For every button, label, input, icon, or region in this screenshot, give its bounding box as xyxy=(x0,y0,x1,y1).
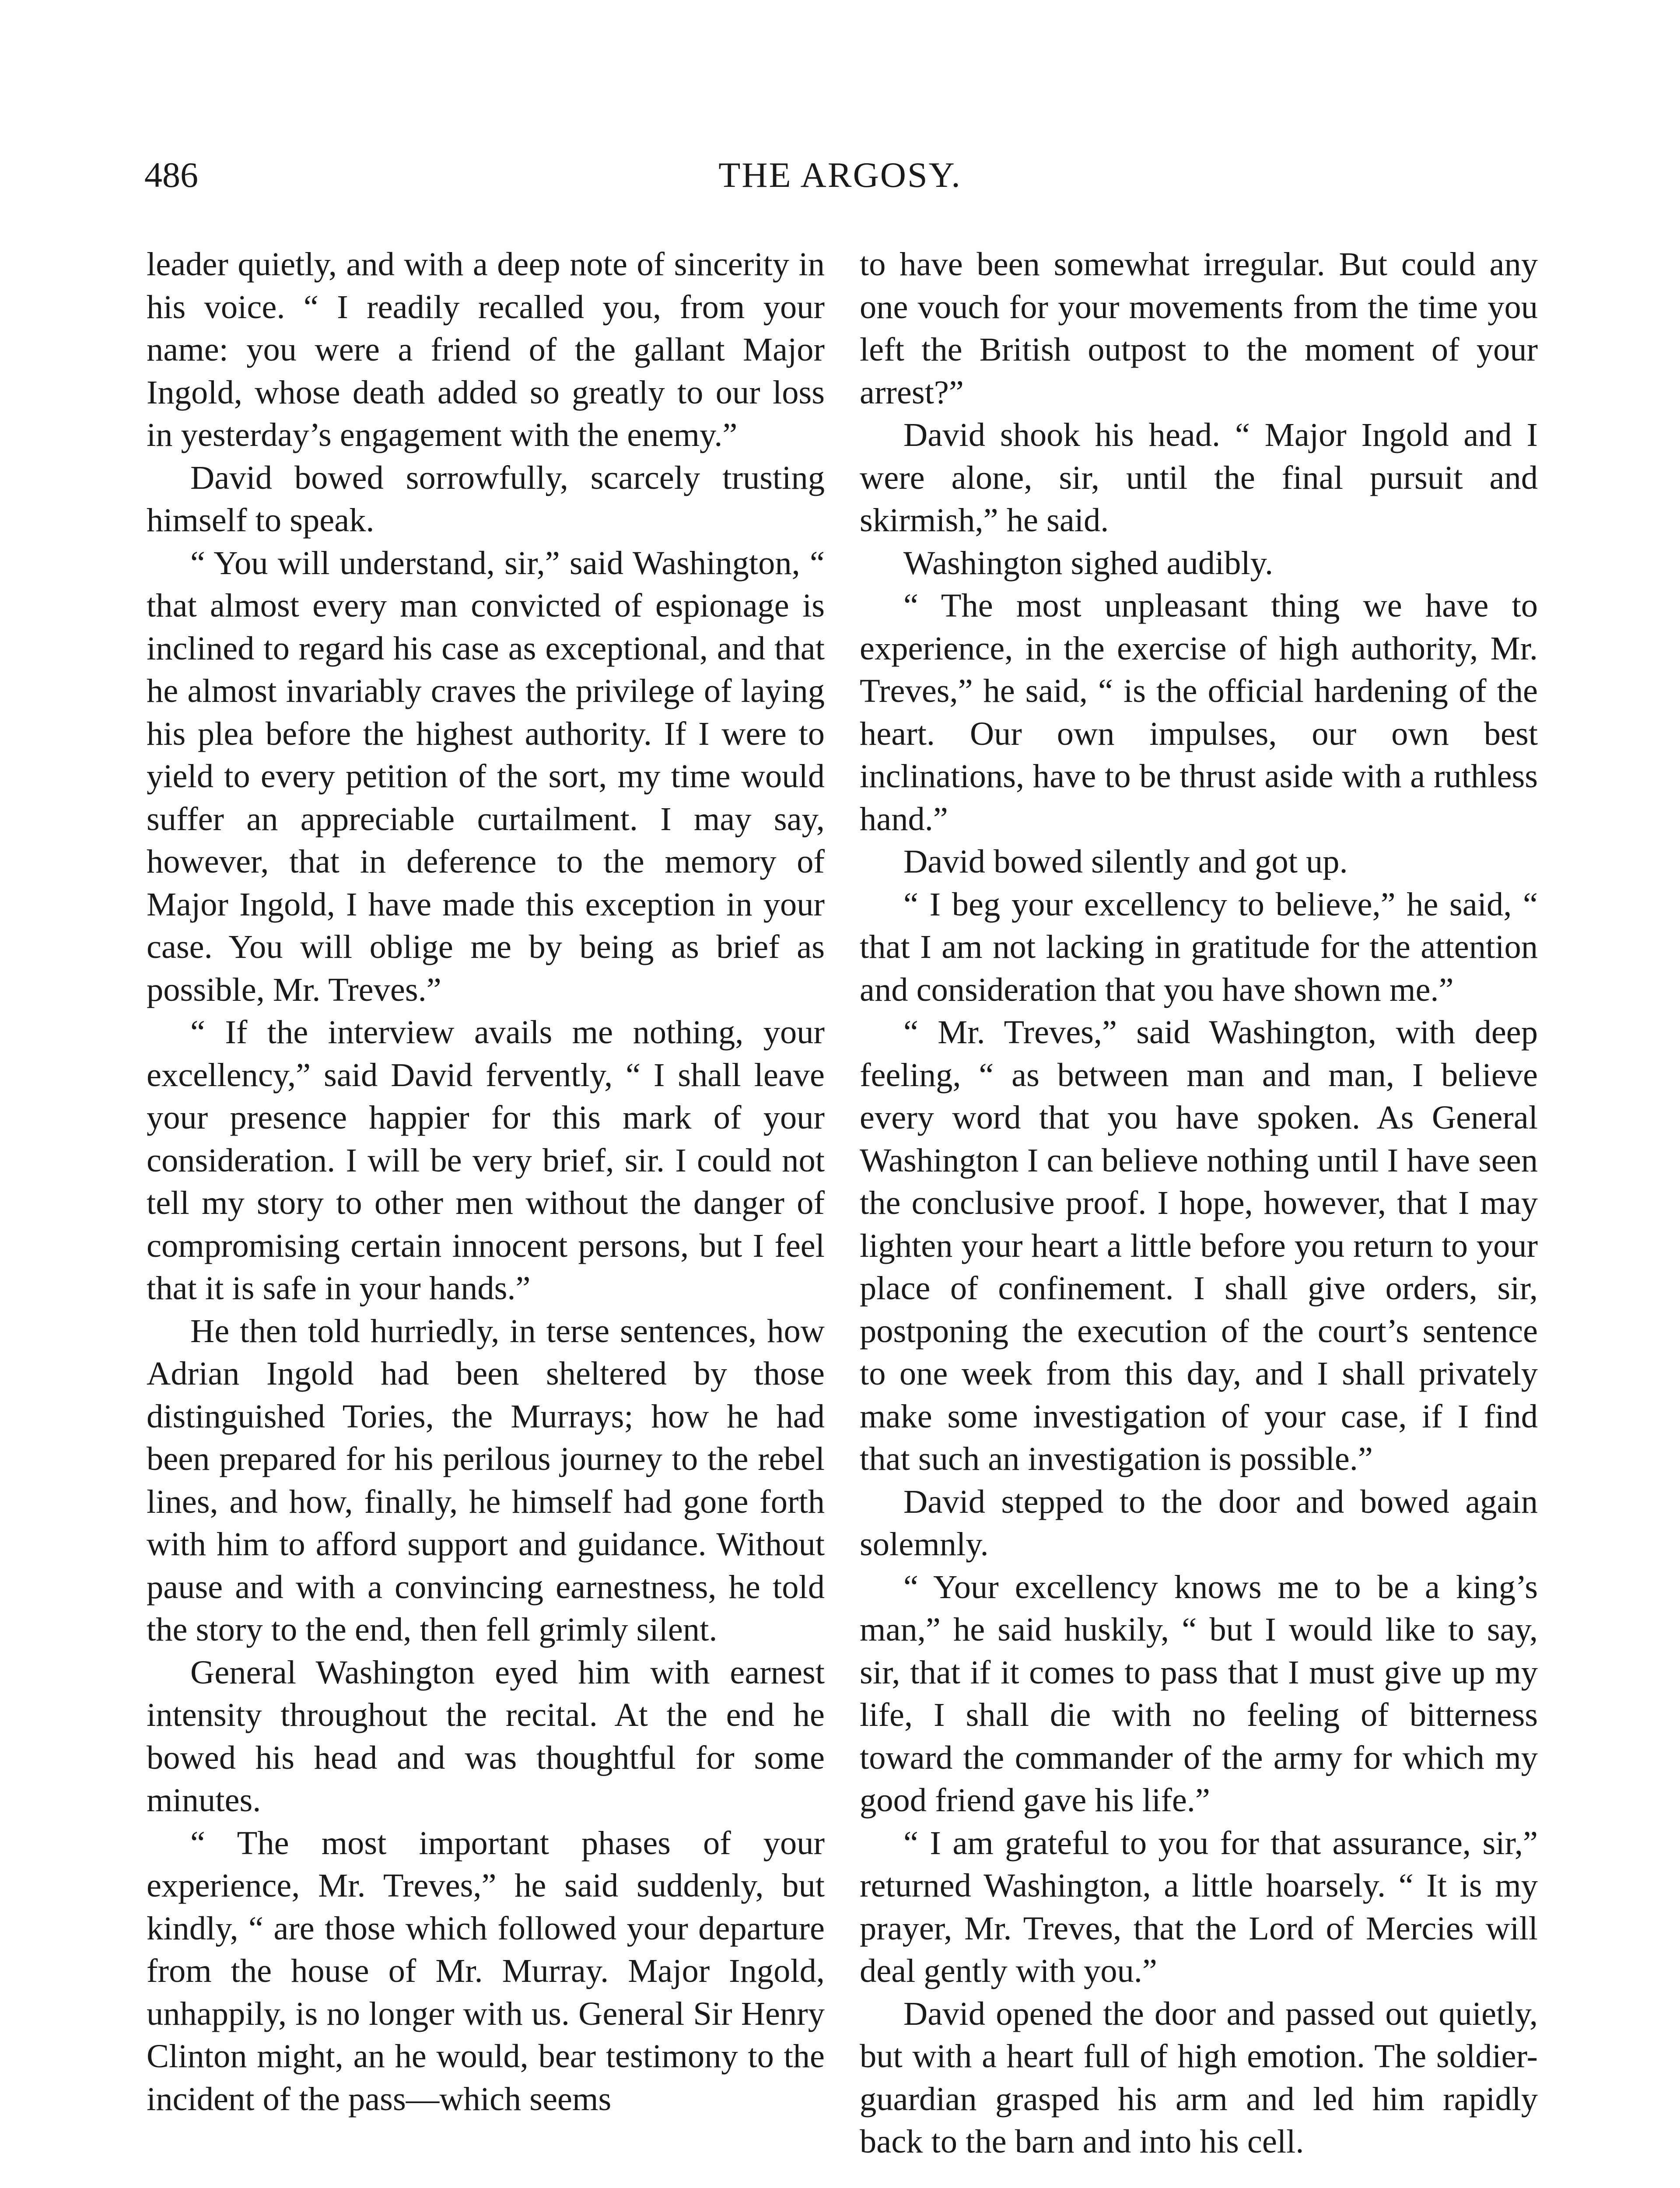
paragraph: David bowed silently and got up. xyxy=(903,843,1348,880)
paragraph: “ The most important phases of your experience, Mr. Treves,” he said suddenly, but kindly, “ are those which followed your departure from the house of Mr. Murray. Major Ingold, unhappily, is no longer with us. General Sir Henry Clinton might, an he would, bear testimony to the incident of the pass—which seems xyxy=(147,1824,825,2118)
paragraph: “ Your excellency knows me to be a king’s man,” he said huskily, “ but I would like to say, sir, that if it comes to pass that I must give up my life, I shall die with no feeling of bitterness toward the commander of the army for which my good friend gave his life.” xyxy=(860,1568,1538,1819)
paragraph: Washington sighed audibly. xyxy=(903,544,1274,582)
paragraph: David shook his head. “ Major Ingold and I were alone, sir, until the final pursuit and skirmish,” he said. xyxy=(860,416,1538,539)
paragraph: “ I am grateful to you for that assurance, sir,” returned Washington, a little hoarsely. “ It is my prayer, Mr. Treves, that the Lord of Mercies will deal gently with you.” xyxy=(860,1824,1538,1989)
paragraph: “ I beg your excellency to believe,” he said, “ that I am not lacking in gratitude for the attention and consideration that you have shown me.” xyxy=(860,885,1538,1008)
paragraph: “ Mr. Treves,” said Washington, with deep feeling, “ as between man and man, I believe every word that you have spoken. As General Washington I can believe nothing until I have seen the conclusive proof. I hope, however, that I may lighten your heart a little before you return to your place of confinement. I shall give orders, sir, postponing the execution of the court’s sentence to one week from this day, and I shall privately make some investigation of your case, if I find that such an investigation is possible.” xyxy=(860,1013,1538,1477)
paragraph: “ You will understand, sir,” said Washington, “ that almost every man convicted of espionage is inclined to regard his case as exceptional, and that he almost invariably craves the privilege of laying his plea before the highest authority. If I were to yield to every petition of the sort, my time would suffer an appreciable curtailment. I may say, however, that in deference to the memory of Major Ingold, I have made this exception in your case. You will oblige me by being as brief as possible, Mr. Treves.” xyxy=(147,544,825,1008)
paragraph: to have been somewhat irregular. But could any one vouch for your movements from the time you left the British outpost to the moment of your arrest?” xyxy=(860,245,1538,411)
paragraph: David stepped to the door and bowed again solemnly. xyxy=(860,1483,1538,1563)
paragraph: leader quietly, and with a deep note of sincerity in his voice. “ I readily recalled you, from your name: you were a friend of the gallant Major Ingold, whose death added so greatly to our loss in yesterday’s engagement with the enemy.” xyxy=(147,245,825,453)
right-column xyxy=(860,243,1538,2163)
page-number: 486 xyxy=(144,155,198,195)
paragraph: General Washington eyed him with earnest intensity throughout the recital. At the end he bowed his head and was thoughtful for some minutes. xyxy=(147,1653,825,1819)
paragraph: David bowed sorrowfully, scarcely trusting himself to speak. xyxy=(147,459,825,539)
paragraph: He then told hurriedly, in terse sentences, how Adrian Ingold had been sheltered by those distinguished Tories, the Murrays; how he had been prepared for his perilous journey to the rebel lines, and how, finally, he himself had gone forth with him to afford support and guidance. Without pause and with a convincing earnestness, he told the story to the end, then fell grimly silent. xyxy=(147,1312,825,1648)
running-head: THE ARGOSY. xyxy=(718,155,962,195)
paragraph: “ If the interview avails me nothing, your excellency,” said David fervently, “ I shall leave your presence happier for this mark of your consideration. I will be very brief, sir. I could not tell my story to other men without the danger of compromising certain innocent persons, but I feel that it is safe in your hands.” xyxy=(147,1013,825,1307)
page-header xyxy=(0,153,1680,206)
paragraph: “ The most unpleasant thing we have to experience, in the exercise of high authority, Mr. Treves,” he said, “ is the official hardening of the heart. Our own impulses, our own best inclinations, have to be thrust aside with a ruthless hand.” xyxy=(860,587,1538,838)
paragraph: David opened the door and passed out quietly, but with a heart full of high emotion. The soldier-guardian grasped his arm and led him rapidly back to the barn and into his cell. xyxy=(860,1995,1538,2160)
left-column xyxy=(147,243,825,2120)
